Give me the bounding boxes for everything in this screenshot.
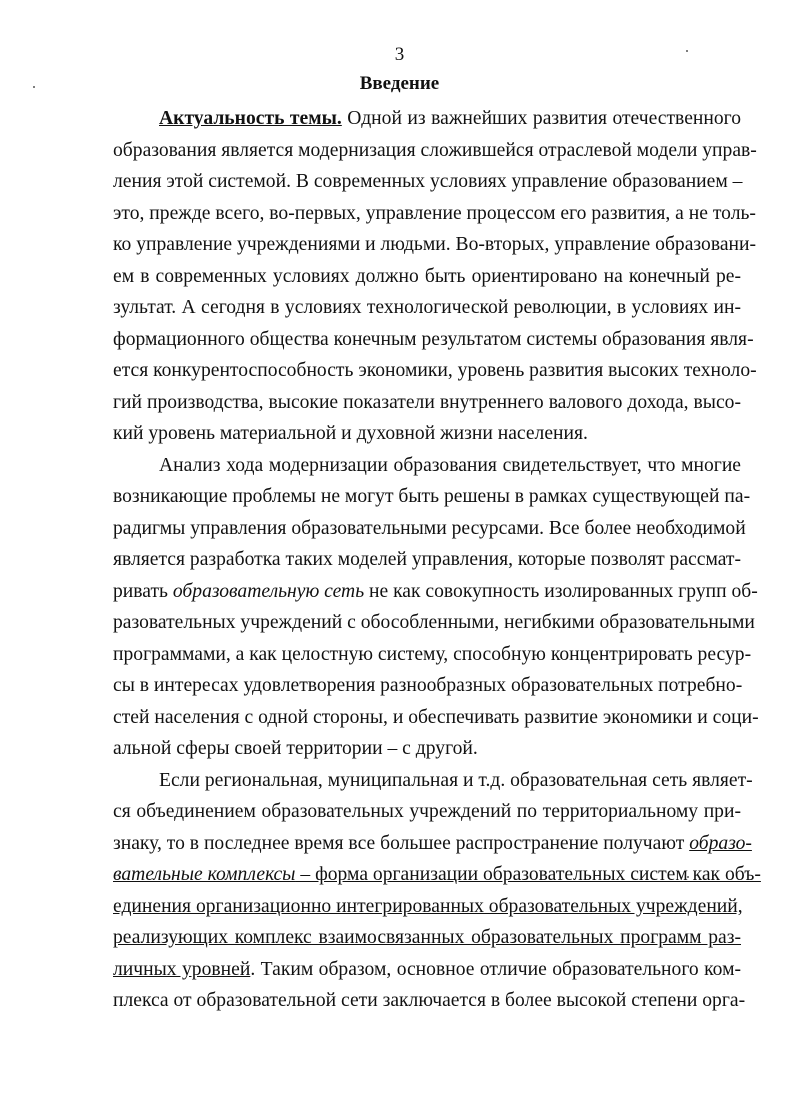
text-line: радигмы управления образовательными ресурсами. Все более необходимой (113, 518, 746, 539)
term-educational-network: образовательную сеть (172, 581, 365, 602)
text-line: зультат. А сегодня в условиях технологической революции, в условиях ин- (113, 297, 741, 318)
text-line: личных уровней. Таким образом, основное отличие образовательного ком- (113, 959, 741, 980)
text-line: программами, а как целостную систему, способную концентрировать ресур- (113, 644, 752, 665)
section-heading: Введение (359, 73, 440, 94)
text-line: Анализ хода модернизации образования свидетельствует, что многие (159, 455, 741, 476)
text-line: гий производства, высокие показатели внутреннего валового дохода, высо- (113, 392, 741, 413)
text-line: является разработка таких моделей управления, которые позволят рассмат- (113, 549, 741, 570)
text-line: плекса от образовательной сети заключается в более высокой степени орга- (113, 990, 746, 1011)
text-line: ется конкурентоспособность экономики, уровень развития высоких техноло- (113, 360, 757, 381)
text-line: ривать образовательную сеть не как совокупность изолированных групп об- (113, 581, 758, 602)
text-line: ся объединением образовательных учреждений по территориальному при- (113, 801, 741, 822)
text-line: формационного общества конечным результатом системы образования явля- (113, 329, 754, 350)
relevance-label: Актуальность темы. (159, 108, 342, 129)
text-line: сы в интересах удовлетворения разнообразных образовательных потребно- (113, 675, 743, 696)
text-line: ко управление учреждениями и людьми. Во-вторых, управление образовани- (113, 234, 757, 255)
text-line: ем в современных условиях должно быть ориентировано на конечный ре- (113, 266, 741, 287)
text-line: Если региональная, муниципальная и т.д. образовательная сеть являет- (159, 770, 753, 791)
term-educational-complexes: вательные комплексы (113, 864, 296, 885)
text-line: реализующих комплекс взаимосвязанных образовательных программ раз- (113, 927, 741, 948)
text-line: стей населения с одной стороны, и обеспечивать развитие экономики и соци- (113, 707, 759, 728)
text-line: образования является модернизация сложившейся отраслевой модели управ- (113, 140, 757, 161)
text-line: Актуальность темы. Одной из важнейших развития отечественного (159, 108, 742, 129)
text-line: ления этой системой. В современных условиях управление образованием – (113, 171, 743, 192)
text-line: это, прежде всего, во-первых, управление процессом его развития, а не толь- (113, 203, 756, 224)
page-number: 3 (394, 44, 405, 65)
text-line: вательные комплексы – форма организации образовательных систем как объ- (113, 864, 761, 885)
text-line: знаку, то в последнее время все большее распространение получают образо- (113, 833, 752, 854)
term-educational-complexes: образо- (689, 833, 752, 854)
text-line: возникающие проблемы не могут быть решены в рамках существующей па- (113, 486, 751, 507)
text-line: кий уровень материальной и духовной жизни населения. (113, 423, 588, 444)
text-line: единения организационно интегрированных образовательных учреждений, (113, 896, 743, 917)
text-line: альной сферы своей территории – с другой. (113, 738, 478, 759)
text-line: разовательных учреждений с обособленными, негибкими образовательными (113, 612, 755, 633)
